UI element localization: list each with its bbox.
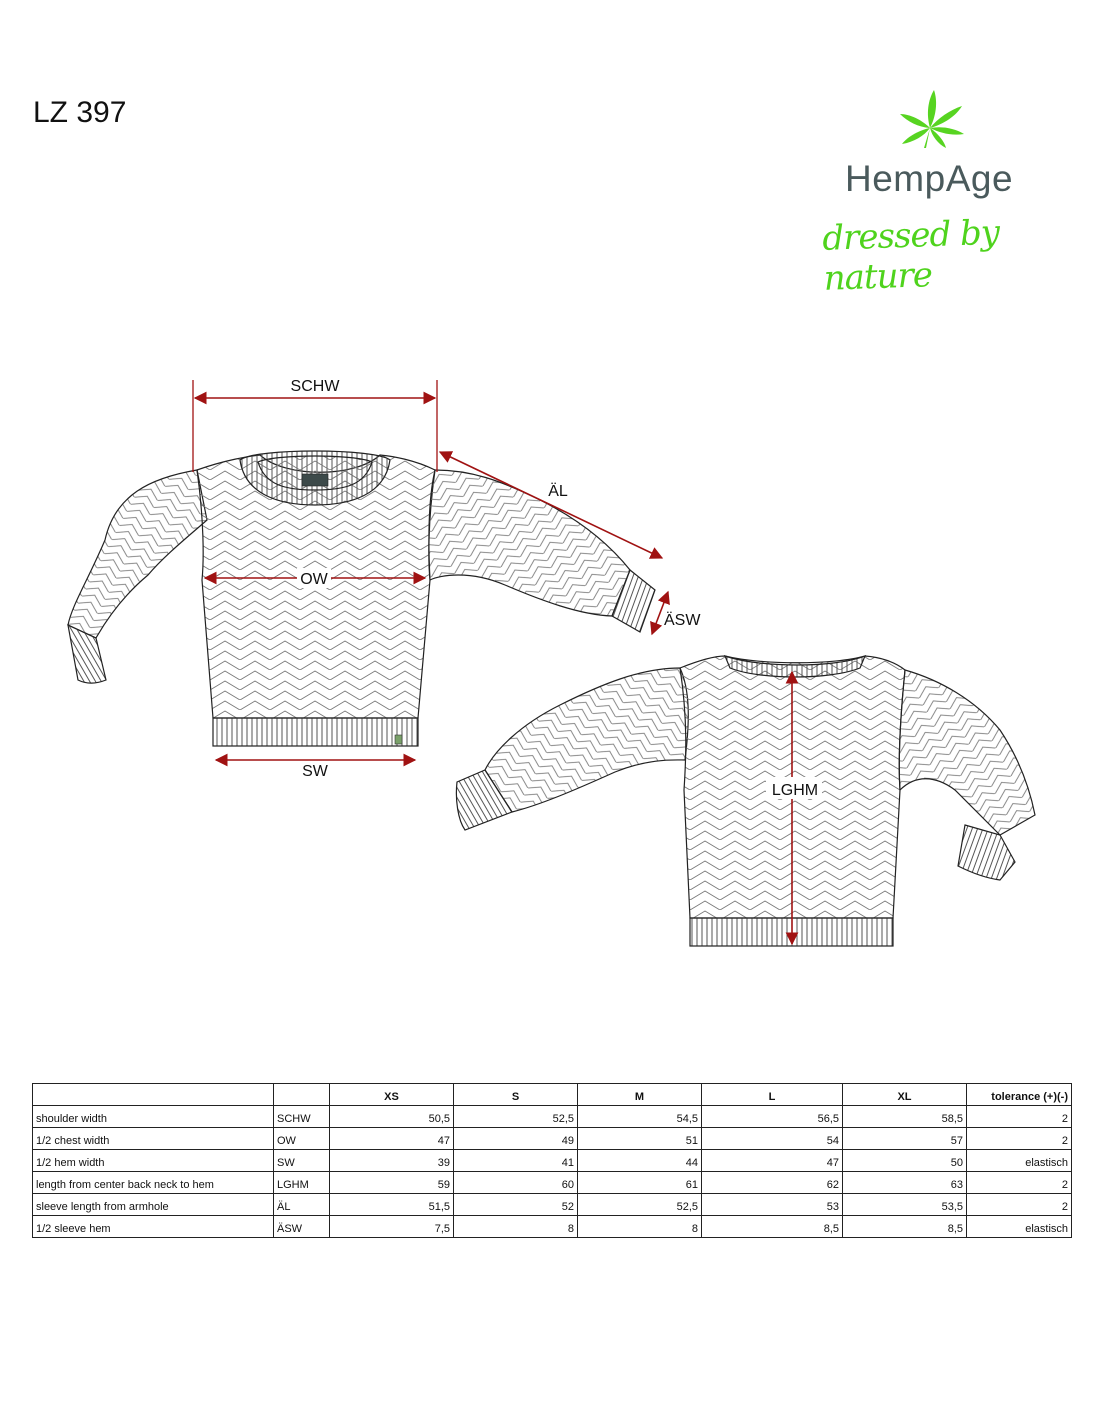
cell-value: 41: [454, 1150, 578, 1172]
cell-value: 54,5: [578, 1106, 702, 1128]
garment-diagram: [0, 340, 1100, 960]
cell-value: 58,5: [843, 1106, 967, 1128]
cell-value: 61: [578, 1172, 702, 1194]
cell-value: 52: [454, 1194, 578, 1216]
cell-tolerance: 2: [967, 1172, 1072, 1194]
cell-value: 8: [578, 1216, 702, 1238]
header-tolerance: tolerance (+)(-): [967, 1084, 1072, 1106]
cell-value: 39: [330, 1150, 454, 1172]
header-l: L: [702, 1084, 843, 1106]
front-left-sleeve: [68, 470, 207, 638]
cell-value: 51,5: [330, 1194, 454, 1216]
table-row: [33, 1172, 1072, 1194]
header-m: M: [578, 1084, 702, 1106]
table-header-row: [33, 1084, 1072, 1106]
header-xl: XL: [843, 1084, 967, 1106]
row-code: LGHM: [274, 1172, 330, 1194]
hem-label-tag: [395, 735, 402, 744]
cell-value: 44: [578, 1150, 702, 1172]
header-name: [33, 1084, 274, 1106]
hemp-leaf-icon: [812, 88, 1052, 158]
cell-value: 52,5: [454, 1106, 578, 1128]
row-code: OW: [274, 1128, 330, 1150]
cell-tolerance: elastisch: [967, 1150, 1072, 1172]
row-name: sleeve length from armhole: [33, 1194, 274, 1216]
row-code: SCHW: [274, 1106, 330, 1128]
row-name: shoulder width: [33, 1106, 274, 1128]
cell-value: 50,5: [330, 1106, 454, 1128]
cell-value: 8,5: [702, 1216, 843, 1238]
label-al: ÄL: [548, 483, 568, 500]
label-ow: OW: [300, 571, 328, 588]
cell-value: 54: [702, 1128, 843, 1150]
row-name: 1/2 hem width: [33, 1150, 274, 1172]
cell-tolerance: 2: [967, 1194, 1072, 1216]
cell-value: 47: [702, 1150, 843, 1172]
cell-value: 51: [578, 1128, 702, 1150]
back-right-sleeve: [899, 670, 1035, 835]
row-name: length from center back neck to hem: [33, 1172, 274, 1194]
cell-value: 52,5: [578, 1194, 702, 1216]
cell-tolerance: elastisch: [967, 1216, 1072, 1238]
table-row: [33, 1106, 1072, 1128]
header-xs: XS: [330, 1084, 454, 1106]
table-row: [33, 1194, 1072, 1216]
row-name: 1/2 sleeve hem: [33, 1216, 274, 1238]
cell-value: 49: [454, 1128, 578, 1150]
table-row: [33, 1128, 1072, 1150]
size-table: [32, 1083, 1072, 1238]
cell-value: 56,5: [702, 1106, 843, 1128]
cell-value: 50: [843, 1150, 967, 1172]
row-code: SW: [274, 1150, 330, 1172]
cell-value: 47: [330, 1128, 454, 1150]
label-asw: ÄSW: [664, 612, 701, 629]
cell-value: 7,5: [330, 1216, 454, 1238]
cell-value: 57: [843, 1128, 967, 1150]
front-hem-rib: [213, 718, 418, 746]
row-code: ÄL: [274, 1194, 330, 1216]
cell-value: 63: [843, 1172, 967, 1194]
cell-value: 8: [454, 1216, 578, 1238]
label-lghm: LGHM: [771, 782, 819, 799]
row-code: ÄSW: [274, 1216, 330, 1238]
table-row: [33, 1216, 1072, 1238]
header-s: S: [454, 1084, 578, 1106]
cell-value: 8,5: [843, 1216, 967, 1238]
cell-value: 62: [702, 1172, 843, 1194]
front-right-sleeve: [429, 470, 630, 616]
label-schw: SCHW: [290, 378, 340, 395]
front-left-cuff: [68, 625, 106, 683]
cell-value: 53,5: [843, 1194, 967, 1216]
row-name: 1/2 chest width: [33, 1128, 274, 1150]
brand-name: HempAge: [845, 158, 1014, 199]
cell-tolerance: 2: [967, 1106, 1072, 1128]
table-row: [33, 1150, 1072, 1172]
label-sw: SW: [302, 763, 328, 780]
back-left-sleeve: [485, 668, 688, 812]
cell-value: 53: [702, 1194, 843, 1216]
cell-tolerance: 2: [967, 1128, 1072, 1150]
product-code: LZ 397: [33, 96, 127, 129]
brand-tagline: dressed by nature: [821, 212, 1000, 299]
header-code: [274, 1084, 330, 1106]
back-right-cuff: [958, 825, 1015, 880]
cell-value: 59: [330, 1172, 454, 1194]
back-view: [456, 656, 1035, 946]
cell-value: 60: [454, 1172, 578, 1194]
neck-label-icon: [302, 474, 328, 486]
